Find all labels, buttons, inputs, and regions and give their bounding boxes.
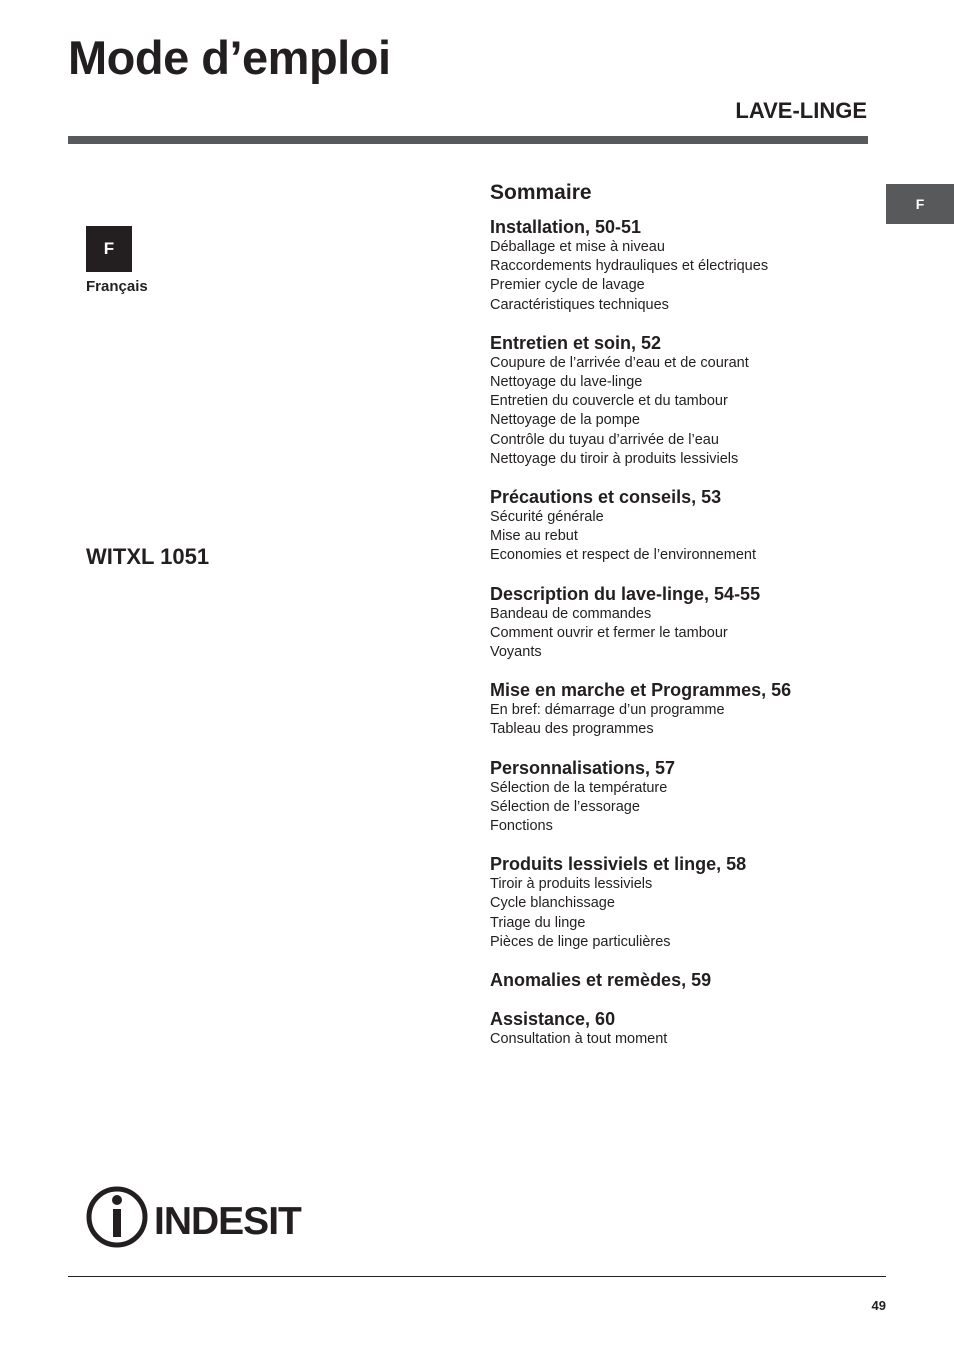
toc-item: Déballage et mise à niveau — [490, 239, 665, 255]
toc-item: Sélection de l’essorage — [490, 798, 640, 815]
toc-item: Mise au rebut — [490, 528, 578, 545]
toc-item: Tableau des programmes — [490, 721, 654, 738]
toc-item: Voyants — [490, 644, 542, 661]
toc-sections — [490, 216, 880, 1049]
toc-item: Nettoyage de la pompe — [490, 412, 640, 429]
toc-item: Nettoyage du lave-linge — [490, 374, 643, 391]
toc-item: En bref: démarrage d’un programme — [490, 702, 725, 719]
toc-title: Sommaire — [490, 181, 592, 204]
toc-item: Tiroir à produits lessiviels — [490, 876, 653, 893]
toc-item: Comment ouvrir et fermer le tambour — [490, 624, 728, 641]
toc-item: Sécurité générale — [490, 509, 604, 526]
toc-section — [490, 969, 880, 991]
model-number: WITXL 1051 — [86, 544, 210, 569]
toc-section — [490, 332, 880, 469]
toc-section — [490, 757, 880, 837]
toc-item: Contrôle du tuyau d’arrivée de l’eau — [490, 431, 719, 448]
toc-section — [490, 1008, 880, 1049]
indesit-logo — [84, 1184, 320, 1250]
toc-section — [490, 679, 880, 739]
language-side-tab: F — [886, 184, 954, 224]
toc-section-heading: Assistance, 60 — [490, 1009, 616, 1030]
toc-item: Consultation à tout moment — [490, 1031, 668, 1048]
toc-item: Premier cycle de lavage — [490, 277, 645, 294]
toc-section-heading: Produits lessiviels et linge, 58 — [490, 854, 747, 875]
toc-item: Fonctions — [490, 818, 553, 835]
toc-item: Coupure de l’arrivée d’eau et de courant — [490, 354, 749, 371]
toc-item: Pièces de linge particulières — [490, 933, 671, 950]
toc-section-heading: Description du lave-linge, 54-55 — [490, 583, 761, 604]
toc-item: Entretien du couvercle et du tambour — [490, 393, 728, 410]
toc-item: Raccordements hydrauliques et électriques — [490, 258, 769, 275]
toc-item: Cycle blanchissage — [490, 895, 615, 912]
toc-section — [490, 853, 880, 952]
toc-section-heading: Entretien et soin, 52 — [490, 332, 662, 353]
indesit-logo-icon — [84, 1184, 320, 1250]
toc-item: Economies et respect de l’environnement — [490, 547, 756, 564]
toc-item: Triage du linge — [490, 914, 586, 931]
toc-section-heading: Mise en marche et Programmes, 56 — [490, 680, 792, 701]
footer-divider — [68, 1276, 886, 1277]
toc-item: Nettoyage du tiroir à produits lessiviels — [490, 450, 739, 467]
toc-section-heading: Précautions et conseils, 53 — [490, 487, 722, 508]
toc-item: Bandeau de commandes — [490, 605, 652, 622]
language-label: Français — [86, 278, 148, 295]
toc-section — [490, 583, 880, 663]
toc-section-heading: Installation, 50-51 — [490, 217, 642, 237]
product-type: LAVE-LINGE — [735, 98, 867, 123]
page-number: 49 — [871, 1298, 886, 1313]
toc-section-heading: Personnalisations, 57 — [490, 757, 676, 778]
logo-text: INDESIT — [154, 1200, 301, 1243]
table-of-contents — [490, 180, 880, 1066]
header-divider — [68, 136, 868, 144]
page-title: Mode d’emploi — [68, 31, 391, 84]
toc-section-heading: Anomalies et remèdes, 59 — [490, 970, 712, 991]
language-code-box: F — [86, 226, 132, 272]
toc-item: Caractéristiques techniques — [490, 296, 669, 313]
toc-item: Sélection de la température — [490, 779, 668, 796]
toc-section — [490, 486, 880, 566]
toc-section — [490, 216, 880, 315]
